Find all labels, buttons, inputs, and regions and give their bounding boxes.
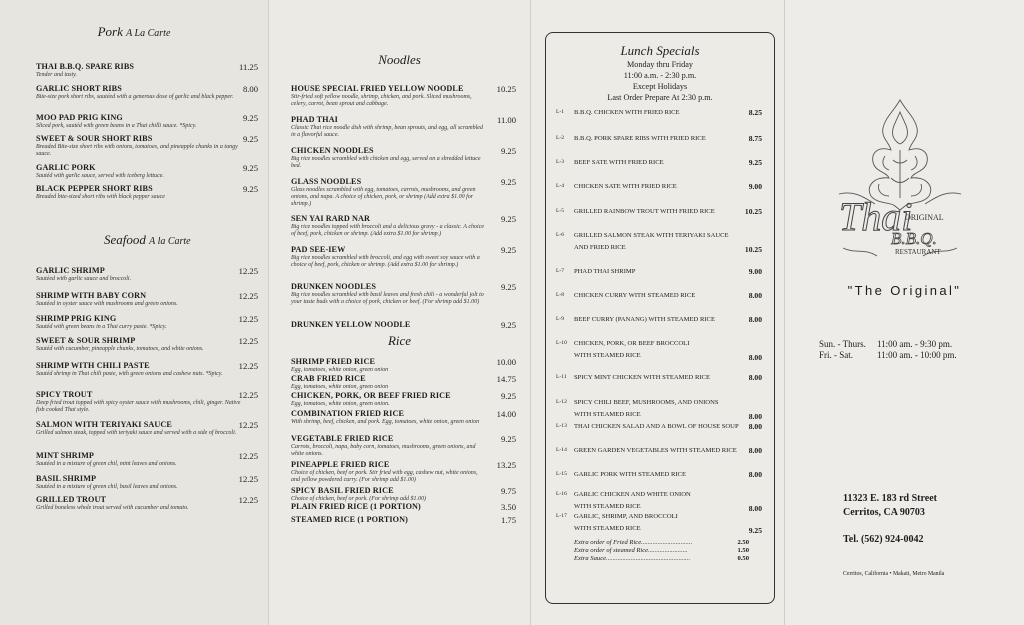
menu-item-description: Sautéd with green beans in a Thai curry paste. *Spicy. bbox=[36, 324, 167, 330]
menu-item-price: 9.25 bbox=[242, 113, 258, 123]
menu-item-price: 3.50 bbox=[500, 502, 516, 512]
lunch-item-name: BEEF CURRY (PANANG) WITH STEAMED RICE bbox=[574, 316, 715, 323]
lunch-item-price: 10.25 bbox=[744, 207, 762, 216]
hours-weekend: Fri. - Sat. 11:00 am. - 10:00 pm. bbox=[819, 350, 957, 360]
lunch-item-name: B.B.Q. CHICKEN WITH FRIED RICE bbox=[574, 109, 680, 116]
menu-item-name: GARLIC SHRIMP bbox=[36, 266, 105, 275]
menu-item-name: SHRIMP PRIG KING bbox=[36, 314, 117, 323]
address-line-1: 11323 E. 183 rd Street bbox=[843, 493, 937, 504]
menu-item-description: Sautéd with cucumber, pineapple chunks, tomatoes, and white onions. bbox=[36, 346, 204, 352]
menu-item-name: SWEET & SOUR SHRIMP bbox=[36, 336, 136, 345]
rice-section-title: Rice bbox=[387, 333, 412, 348]
menu-item-name: DRUNKEN YELLOW NOODLE bbox=[291, 320, 411, 329]
lunch-item-code: L-8 bbox=[556, 292, 565, 298]
menu-item-description: Sautéed in oyster sauce with mushrooms and green onions. bbox=[36, 301, 178, 307]
lunch-item-name-line-2: WITH STEAMED RICE bbox=[574, 352, 641, 359]
menu-item-description: Sautéed in a mixture of green chil, basil leaves and onions. bbox=[36, 484, 178, 490]
menu-item-description: Sautéed with garlic sauce and broccoli. bbox=[36, 276, 132, 282]
lunch-item-name-line-2: WITH STEAMED RICE bbox=[574, 503, 641, 510]
menu-item-price: 8.00 bbox=[242, 84, 258, 94]
lunch-item-code: L-5 bbox=[556, 208, 565, 214]
menu-item-name: SPICY TROUT bbox=[36, 390, 93, 399]
menu-item-price: 11.25 bbox=[238, 62, 258, 72]
extra-order-line bbox=[574, 539, 749, 546]
menu-item-price: 9.25 bbox=[500, 146, 516, 156]
menu-item-price: 12.25 bbox=[238, 451, 258, 461]
menu-item-description: Glass noodles scrambled with egg, tomatoes, carrots, mushrooms, and green onions, and napa. A choice of chicken, pork, or shrimp (Add extra $1.00 for shrimp.) bbox=[291, 187, 476, 207]
menu-item-price: 9.25 bbox=[500, 434, 516, 444]
pork-section-title: Pork A La Carte bbox=[97, 24, 171, 39]
menu-item-name: MOO PAD PRIG KING bbox=[36, 113, 123, 122]
logo-thai-text: Thai bbox=[839, 194, 913, 239]
menu-item-name: SHRIMP WITH BABY CORN bbox=[36, 291, 147, 300]
lunch-item-name: THAI CHICKEN SALAD AND A BOWL OF HOUSE SOUP bbox=[574, 423, 739, 430]
extra-order-label: Extra order of Fried Rice............................... bbox=[574, 539, 693, 546]
lunch-item-name: B.B.Q. PORK SPARE RIBS WITH FRIED RICE bbox=[574, 135, 706, 142]
menu-item-description: Sautéd shrimp in Thai chili paste, with green onions and cashew nuts. *Spicy. bbox=[36, 371, 223, 377]
hours-weekday: Sun. - Thurs. 11:00 am. - 9:30 pm. bbox=[819, 339, 953, 349]
menu-item-description: Egg, tomatoes, white onion, green onion bbox=[291, 384, 389, 390]
menu-item-price: 12.25 bbox=[238, 266, 258, 276]
menu-item-name: CRAB FRIED RICE bbox=[291, 374, 366, 383]
noodles-section-title: Noodles bbox=[378, 52, 421, 67]
lunch-item-price: 8.75 bbox=[748, 134, 762, 143]
lunch-item-name-line-2: AND FRIED RICE bbox=[574, 244, 626, 251]
menu-item-price: 9.75 bbox=[500, 486, 516, 496]
menu-item-name: VEGETABLE FRIED RICE bbox=[291, 434, 394, 443]
menu-panel-pork-seafood bbox=[0, 0, 268, 625]
lunch-item-price: 8.00 bbox=[748, 422, 762, 431]
lunch-item-name: GREEN GARDEN VEGETABLES WITH STEAMED RICE bbox=[574, 447, 737, 454]
menu-panel-noodles-rice bbox=[268, 0, 530, 625]
lunch-item-name-line-2: WITH STEAMED RICE bbox=[574, 411, 641, 418]
menu-item-name: PAD SEE-IEW bbox=[291, 245, 346, 254]
menu-item-name: PINEAPPLE FRIED RICE bbox=[291, 460, 390, 469]
menu-item-price: 12.25 bbox=[238, 390, 258, 400]
menu-item-price: 12.25 bbox=[238, 314, 258, 324]
lunch-item-code: L-12 bbox=[556, 399, 567, 405]
lunch-item-price: 9.25 bbox=[748, 158, 762, 167]
menu-item-price: 9.25 bbox=[500, 177, 516, 187]
extra-order-label: Extra Sauce................................................... bbox=[574, 555, 691, 562]
menu-item-price: 14.00 bbox=[496, 409, 516, 419]
lunch-item-price: 9.00 bbox=[748, 267, 762, 276]
menu-item-description: Deep fried trout topped with spicy oyster sauce with mushrooms, chili, ginger. Native fish cooked Thai style. bbox=[36, 400, 241, 413]
menu-item-price: 12.25 bbox=[238, 361, 258, 371]
lunch-time: 11:00 a.m. - 2:30 p.m. bbox=[623, 71, 697, 80]
extra-order-price: 0.50 bbox=[737, 555, 749, 562]
lunch-item-price: 8.00 bbox=[748, 470, 762, 479]
menu-item-price: 12.25 bbox=[238, 495, 258, 505]
menu-item-name: GARLIC SHORT RIBS bbox=[36, 84, 122, 93]
lunch-item-code: L-7 bbox=[556, 268, 565, 274]
menu-item-description: Big rice noodles scrambled with broccoli, and egg with sweet soy sauce with a choice of beef, pork, chicken or shrimp. (Add extra $1.00 for shrimp.) bbox=[291, 255, 480, 268]
menu-item-name: HOUSE SPECIAL FRIED YELLOW NOODLE bbox=[291, 84, 464, 93]
lunch-item-name: GRILLED SALMON STEAK WITH TERIYAKI SAUCE bbox=[574, 232, 729, 239]
menu-item-name: SHRIMP FRIED RICE bbox=[291, 357, 376, 366]
menu-item-description: Carrots, broccoli, napa, baby corn, tomatoes, mushrooms, green onions, and white onions. bbox=[291, 444, 476, 457]
menu-item-price: 1.75 bbox=[500, 515, 516, 525]
lunch-specials-title: Lunch Specials bbox=[620, 43, 700, 58]
menu-item-price: 9.25 bbox=[500, 282, 516, 292]
menu-item-name: PLAIN FRIED RICE (1 PORTION) bbox=[291, 502, 421, 511]
menu-item-description: Classic Thai rice noodle dish with shrimp, bean sprouts, and egg, all scrambled in a flavorful sauce. bbox=[291, 125, 483, 138]
menu-item-description: Tender and tasty. bbox=[36, 72, 77, 78]
menu-item-price: 10.25 bbox=[496, 84, 516, 94]
lunch-specials-box bbox=[545, 32, 775, 604]
menu-item-price: 12.25 bbox=[238, 291, 258, 301]
menu-item-price: 9.25 bbox=[242, 184, 258, 194]
lunch-item-code: L-14 bbox=[556, 447, 567, 453]
menu-item-description: Big rice noodles scrambled with basil leaves and fresh chili - a wonderful jolt to your taste buds with a choice of pork, chicken or beef. (For shrimp add $1.00) bbox=[291, 292, 484, 305]
lunch-item-price: 9.00 bbox=[748, 182, 762, 191]
menu-item-price: 9.25 bbox=[500, 245, 516, 255]
lunch-item-name: PHAD THAI SHRIMP bbox=[574, 268, 636, 275]
lunch-item-name: CHICKEN, PORK, OR BEEF BROCCOLI bbox=[574, 340, 690, 347]
logo-restaurant-text: RESTAURANT bbox=[895, 248, 941, 256]
menu-item-name: DRUNKEN NOODLES bbox=[291, 282, 376, 291]
lunch-item-code: L-4 bbox=[556, 183, 565, 189]
menu-panel-cover bbox=[784, 0, 1024, 625]
menu-item-name: BLACK PEPPER SHORT RIBS bbox=[36, 184, 153, 193]
menu-item-description: Egg, tomatoes, white onion, green onion. bbox=[291, 401, 390, 407]
menu-item-description: Bite-size pork short ribs, sautéed with a generous dose of garlic and black pepper. bbox=[36, 94, 234, 100]
menu-item-description: Stir-fried soft yellow noodle, shrimp, chicken, and pork. Sliced mushrooms, celery, carrot, bean sprout and cabbage. bbox=[291, 94, 472, 107]
menu-item-name: COMBINATION FRIED RICE bbox=[291, 409, 405, 418]
menu-item-description: Big rice noodles scrambled with chicken and egg, served on a shredded lettuce bed. bbox=[291, 156, 481, 169]
lunch-item-name: GARLIC PORK WITH STEAMED RICE bbox=[574, 471, 686, 478]
menu-item-name: SHRIMP WITH CHILI PASTE bbox=[36, 361, 150, 370]
lunch-item-code: L-16 bbox=[556, 491, 567, 497]
lunch-item-price: 8.00 bbox=[748, 291, 762, 300]
menu-item-description: Sautéed in a mixture of green chil, mint leaves and onions. bbox=[36, 461, 177, 467]
lunch-item-name: GARLIC, SHRIMP, AND BROCCOLI bbox=[574, 513, 678, 520]
menu-item-name: PHAD THAI bbox=[291, 115, 338, 124]
lunch-item-name: GARLIC CHICKEN AND WHITE ONION bbox=[574, 491, 691, 498]
menu-item-description: Egg, tomatoes, white onion, green onion bbox=[291, 367, 389, 373]
menu-item-name: GRILLED TROUT bbox=[36, 495, 107, 504]
menu-item-name: CHICKEN, PORK, OR BEEF FRIED RICE bbox=[291, 391, 451, 400]
menu-item-price: 12.25 bbox=[238, 474, 258, 484]
lunch-item-price: 8.00 bbox=[748, 315, 762, 324]
menu-item-description: Grilled salmon steak, topped with teriyaki sauce and served with a side of broccoli. bbox=[36, 430, 237, 436]
lunch-item-code: L-17 bbox=[556, 513, 567, 519]
extra-order-line bbox=[574, 555, 749, 562]
menu-item-name: MINT SHRIMP bbox=[36, 451, 95, 460]
menu-item-price: 12.25 bbox=[238, 420, 258, 430]
menu-item-price: 9.25 bbox=[242, 134, 258, 144]
logo-bbq-text: B.B.Q. bbox=[891, 229, 937, 248]
lunch-last-order: Last Order Prepare At 2:30 p.m. bbox=[607, 93, 713, 102]
menu-item-price: 9.25 bbox=[500, 391, 516, 401]
menu-item-name: CHICKEN NOODLES bbox=[291, 146, 374, 155]
menu-item-price: 14.75 bbox=[496, 374, 516, 384]
menu-item-price: 11.00 bbox=[496, 115, 516, 125]
lunch-item-price: 9.25 bbox=[748, 526, 762, 535]
menu-item-name: GLASS NOODLES bbox=[291, 177, 362, 186]
menu-item-description: Breaded Bite-size short ribs with onions, tomatoes, and pineapple chunks in a tangy sauce. bbox=[36, 144, 238, 157]
menu-item-price: 10.00 bbox=[496, 357, 516, 367]
extra-order-line bbox=[574, 547, 749, 554]
lunch-item-code: L-3 bbox=[556, 159, 565, 165]
menu-item-description: Big rice noodles topped with broccoli and a delicious gravy - a classic. A choice of beef, pork, chicken or shrimp. (Add extra $1.00 for shrimp.) bbox=[291, 224, 485, 237]
lunch-item-code: L-6 bbox=[556, 232, 565, 238]
menu-item-description: With shrimp, beef, chicken, and pork. Egg, tomatoes, white onion, green onion bbox=[291, 419, 480, 425]
menu-item-description: Choice of chicken, beef or pork. Stir fried with egg, cashew nut, white onions, and yellow powdered curry. (For shrimp add $1.00) bbox=[291, 470, 478, 483]
lunch-item-code: L-10 bbox=[556, 340, 567, 346]
lunch-item-code: L-1 bbox=[556, 109, 565, 115]
lunch-item-code: L-13 bbox=[556, 423, 567, 429]
menu-item-name: SPICY BASIL FRIED RICE bbox=[291, 486, 394, 495]
lunch-item-price: 8.00 bbox=[748, 353, 762, 362]
lunch-item-code: L-2 bbox=[556, 135, 565, 141]
restaurant-logo bbox=[835, 98, 965, 268]
lunch-item-price: 8.00 bbox=[748, 504, 762, 513]
lunch-item-name: BEEF SATE WITH FRIED RICE bbox=[574, 159, 664, 166]
menu-item-name: STEAMED RICE (1 PORTION) bbox=[291, 515, 408, 524]
menu-item-price: 9.25 bbox=[242, 163, 258, 173]
menu-item-name: SEN YAI RARD NAR bbox=[291, 214, 371, 223]
lunch-item-code: L-15 bbox=[556, 471, 567, 477]
menu-item-price: 9.25 bbox=[500, 320, 516, 330]
menu-item-name: GARLIC PORK bbox=[36, 163, 96, 172]
lunch-item-name: SPICY CHILI BEEF, MUSHROOMS, AND ONIONS bbox=[574, 399, 719, 406]
menu-item-description: Sliced pork, sautéd with green beans in a Thai chilli sauce. *Spicy. bbox=[36, 123, 197, 129]
lunch-item-name: GRILLED RAINBOW TROUT WITH FRIED RICE bbox=[574, 208, 715, 215]
tagline: "The Original" bbox=[847, 283, 962, 298]
menu-item-description: Choice of chicken, beef or pork. (For shrimp add $1.00) bbox=[291, 496, 426, 502]
menu-panel-lunch-specials bbox=[530, 0, 784, 625]
menu-item-name: BASIL SHRIMP bbox=[36, 474, 97, 483]
lunch-item-price: 8.25 bbox=[748, 108, 762, 117]
phone-number: Tel. (562) 924-0042 bbox=[843, 534, 924, 545]
menu-item-price: 9.25 bbox=[500, 214, 516, 224]
lunch-item-name: CHICKEN CURRY WITH STEAMED RICE bbox=[574, 292, 696, 299]
menu-item-description: Grilled boneless whole trout served with cucumber and tomato. bbox=[36, 505, 189, 511]
lunch-item-name: SPICY MINT CHICKEN WITH STEAMED RICE bbox=[574, 374, 710, 381]
lunch-item-price: 8.00 bbox=[748, 373, 762, 382]
lunch-item-code: L-11 bbox=[556, 374, 567, 380]
seafood-section-title: Seafood A la Carte bbox=[104, 232, 191, 247]
lunch-except: Except Holidays bbox=[632, 82, 688, 91]
menu-item-description: Sautéd with garlic sauce, served with iceberg lettuce. bbox=[36, 173, 164, 179]
menu-item-name: THAI B.B.Q. SPARE RIBS bbox=[36, 62, 135, 71]
address-line-2: Cerritos, CA 90703 bbox=[843, 507, 925, 518]
lunch-item-name: CHICKEN SATE WITH FRIED RICE bbox=[574, 183, 677, 190]
lunch-item-price: 10.25 bbox=[744, 245, 762, 254]
extra-order-price: 2.50 bbox=[737, 539, 749, 546]
menu-item-name: SWEET & SOUR SHORT RIBS bbox=[36, 134, 153, 143]
locations-footer: Cerritos, California • Makati, Metro Manila bbox=[843, 571, 945, 577]
lunch-item-name-line-2: WITH STEAMED RICE bbox=[574, 525, 641, 532]
menu-item-price: 12.25 bbox=[238, 336, 258, 346]
extra-order-label: Extra order of steamed Rice........................ bbox=[574, 547, 688, 554]
logo-original-text: ORIGINAL bbox=[905, 213, 944, 222]
lunch-days: Monday thru Friday bbox=[627, 60, 693, 69]
menu-item-price: 13.25 bbox=[496, 460, 516, 470]
lunch-item-price: 8.00 bbox=[748, 412, 762, 421]
extra-order-price: 1.50 bbox=[737, 547, 749, 554]
menu-item-name: SALMON WITH TERIYAKI SAUCE bbox=[36, 420, 172, 429]
lunch-item-price: 8.00 bbox=[748, 446, 762, 455]
menu-item-description: Breaded bite-sized short ribs with black pepper sauce bbox=[36, 194, 165, 200]
lunch-item-code: L-9 bbox=[556, 316, 565, 322]
